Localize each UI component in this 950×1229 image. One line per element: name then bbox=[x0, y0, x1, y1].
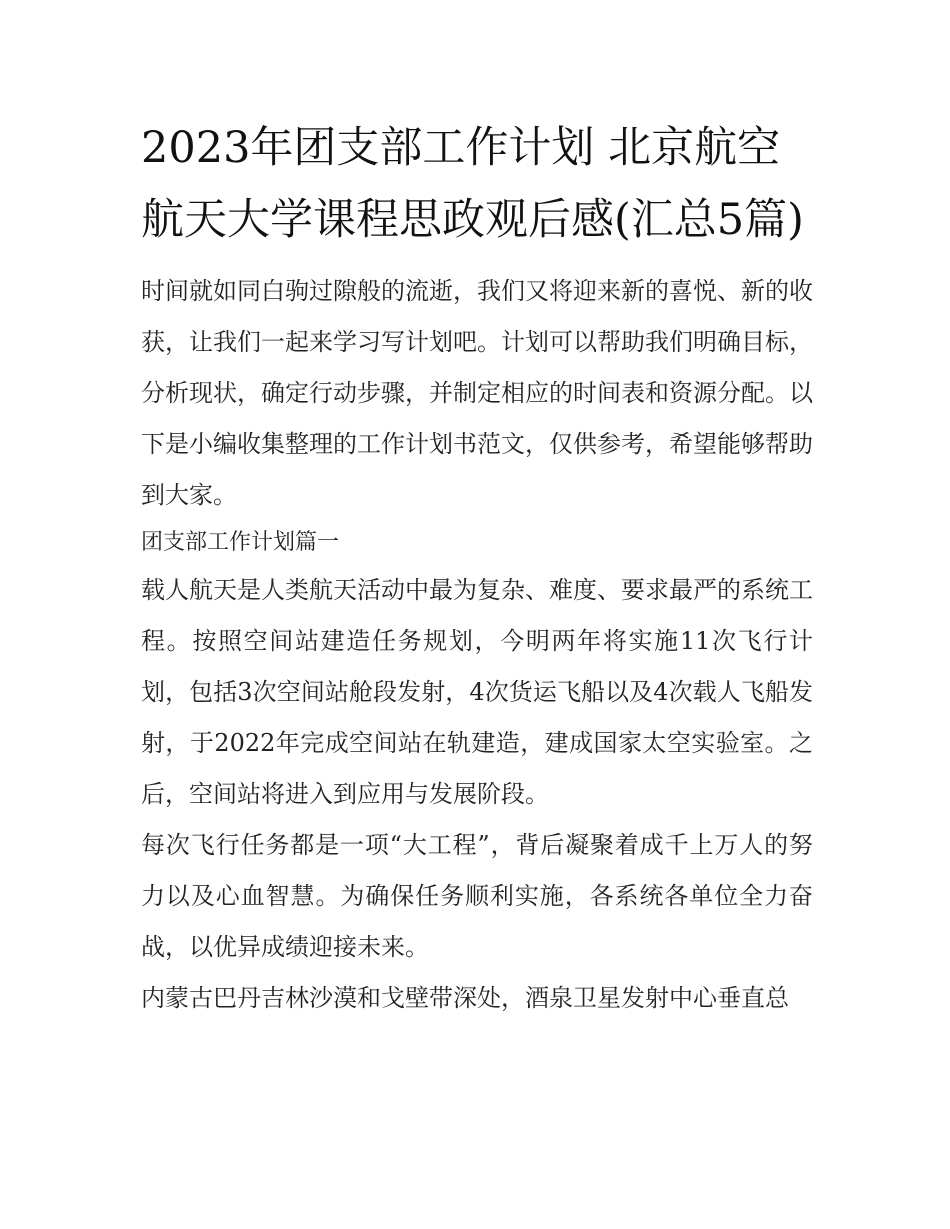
document-title: 2023年团支部工作计划 北京航空航天大学课程思政观后感(汇总5篇) bbox=[141, 123, 804, 245]
document-body bbox=[141, 112, 813, 1024]
section-heading: 团支部工作计划篇一 bbox=[141, 530, 340, 555]
body-paragraph: 每次飞行任务都是一项“大工程”，背后凝聚着成千上万人的努力以及心血智慧。为确保任务顺利实施，各系统各单位全力奋战，以优异成绩迎接未来。 bbox=[141, 831, 813, 961]
body-paragraph: 内蒙古巴丹吉林沙漠和戈壁带深处，酒泉卫星发射中心垂直总 bbox=[141, 984, 789, 1012]
body-paragraph: 载人航天是人类航天活动中最为复杂、难度、要求最严的系统工程。按照空间站建造任务规划，今明两年将实施11次飞行计划，包括3次空间站舱段发射，4次货运飞船以及4次载人飞船发射，于2022年完成空间站在轨建造，建成国家太空实验室。之后，空间站将进入到应用与发展阶段。 bbox=[141, 576, 813, 808]
intro-paragraph: 时间就如同白驹过隙般的流逝，我们又将迎来新的喜悦、新的收获，让我们一起来学习写计划吧。计划可以帮助我们明确目标，分析现状，确定行动步骤，并制定相应的时间表和资源分配。以下是小编收集整理的工作计划书范文，仅供参考，希望能够帮助到大家。 bbox=[141, 277, 813, 509]
